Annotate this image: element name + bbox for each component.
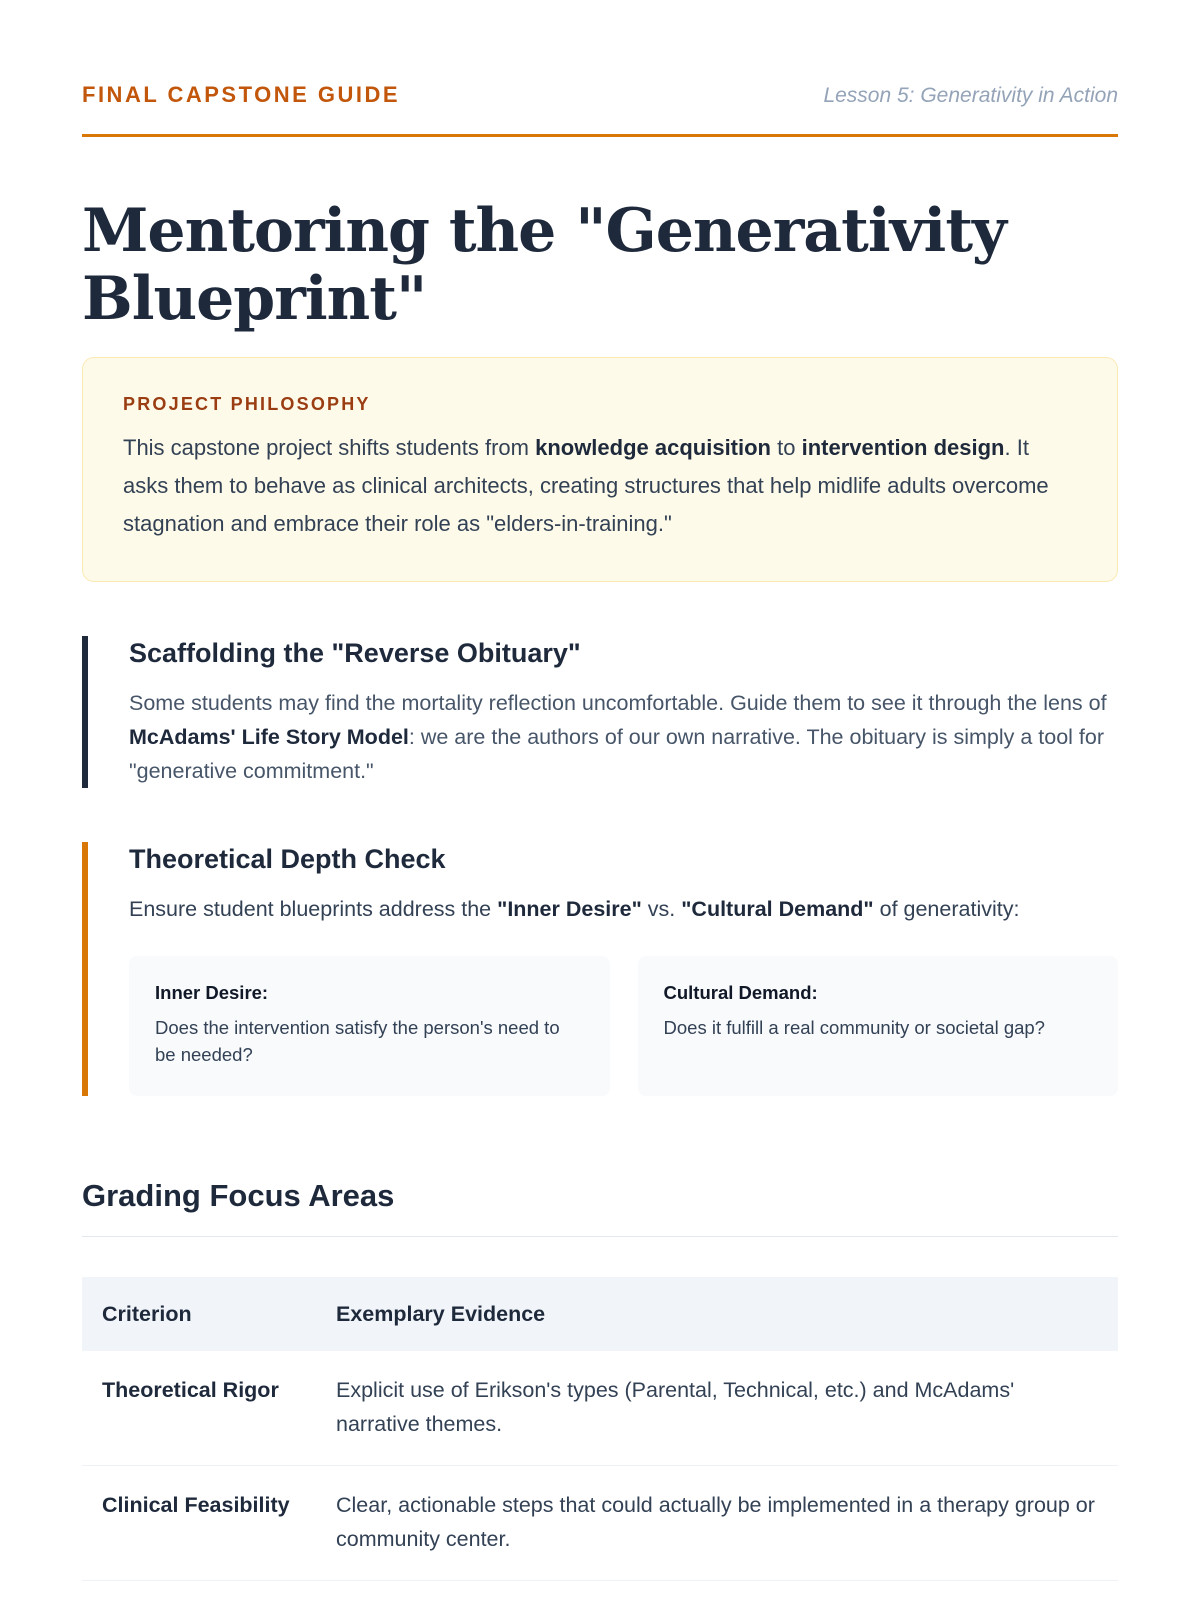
obituary-section [82,636,1118,788]
philosophy-label: PROJECT PHILOSOPHY [123,394,371,414]
philosophy-emphasis: intervention design [801,435,1005,460]
table-row [82,1466,1118,1581]
brand-label: FINAL CAPSTONE GUIDE [82,82,401,107]
table-header-row [82,1277,1118,1351]
philosophy-text-part: to [771,435,802,460]
grading-table [82,1277,1118,1581]
table-row [82,1351,1118,1466]
column-header: Criterion [102,1302,192,1326]
criterion-cell: Theoretical Rigor [82,1351,316,1466]
lesson-label: Lesson 5: Generativity in Action [823,84,1118,107]
obituary-text-part: : we are the authors of our own narrative. The obituary is simply a tool for "generative commitment." [129,725,1104,783]
card-title: Inner Desire: [155,982,269,1003]
depth-check-section [82,842,1118,1096]
depth-emphasis: "Cultural Demand" [681,897,874,921]
philosophy-text [123,429,1077,543]
depth-emphasis: "Inner Desire" [497,897,642,921]
obituary-heading: Scaffolding the "Reverse Obituary" [129,638,581,668]
philosophy-callout [82,357,1118,582]
grading-title: Grading Focus Areas [82,1178,1118,1237]
obituary-text-part: Some students may find the mortality reflection uncomfortable. Guide them to see it through the lens of [129,691,1107,715]
card-text: Does it fulfill a real community or societal gap? [663,1017,1045,1038]
evidence-cell: Explicit use of Erikson's types (Parental, Technical, etc.) and McAdams' narrative themes. [316,1351,1118,1466]
philosophy-text-part: This capstone project shifts students from [123,435,536,460]
column-header: Exemplary Evidence [336,1302,546,1326]
depth-check-text [129,892,1118,926]
philosophy-emphasis: knowledge acquisition [535,435,771,460]
depth-check-heading: Theoretical Depth Check [129,844,446,874]
inner-desire-card [129,956,610,1096]
obituary-text [129,686,1118,788]
criterion-cell: Clinical Feasibility [82,1466,316,1581]
page-header [82,0,1118,137]
evidence-cell: Clear, actionable steps that could actually be implemented in a therapy group or community center. [316,1466,1118,1581]
depth-text-part: Ensure student blueprints address the [129,897,498,921]
depth-text-part: vs. [641,897,682,921]
cultural-demand-card [638,956,1119,1096]
card-title: Cultural Demand: [663,982,818,1003]
depth-cards [129,956,1118,1096]
philosophy-text-part: . It asks them to behave as clinical architects, creating structures that help midlife adults overcome stagnation and embrace their role as "elders-in-training." [123,435,1049,536]
obituary-emphasis: McAdams' Life Story Model [129,725,409,749]
page-title: Mentoring the "Generativity Blueprint" [82,196,1006,334]
depth-text-part: of generativity: [873,897,1020,921]
card-text: Does the intervention satisfy the person's need to be needed? [155,1017,560,1065]
